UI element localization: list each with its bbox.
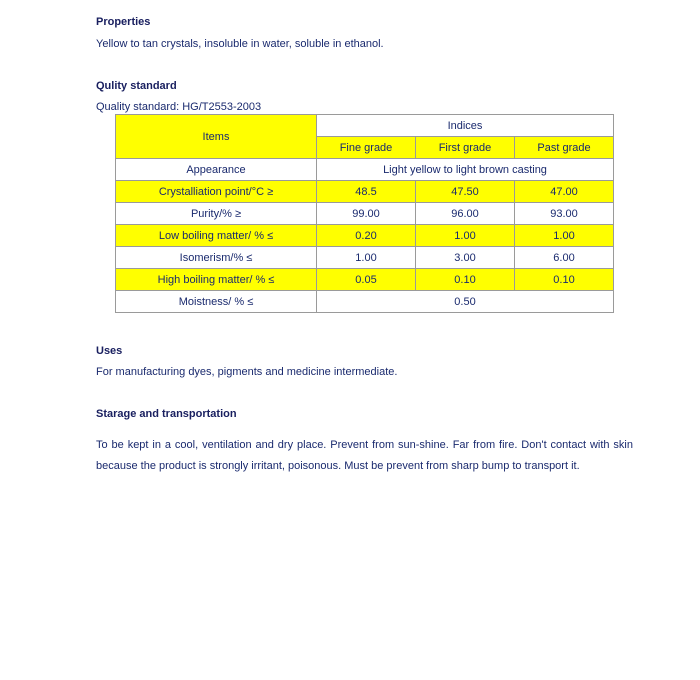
storage-heading: Starage and transportation [96,408,237,420]
indices-header-cell: Indices [317,115,614,137]
row-item-label: Moistness/ % ≤ [116,291,317,313]
row-value-first: 47.50 [416,181,515,203]
row-value-first: 1.00 [416,225,515,247]
row-value-past: 1.00 [515,225,614,247]
row-item-label: Purity/% ≥ [116,203,317,225]
table-row [116,159,614,181]
table-row [116,247,614,269]
row-value-fine: 1.00 [317,247,416,269]
row-value-fine: 48.5 [317,181,416,203]
grade-header-first: First grade [416,137,515,159]
row-value-fine: 0.20 [317,225,416,247]
uses-heading: Uses [96,345,123,357]
row-merged-value: Light yellow to light brown casting [317,159,614,181]
row-item-label: Low boiling matter/ % ≤ [116,225,317,247]
row-value-past: 6.00 [515,247,614,269]
table-row [116,203,614,225]
table-row [116,269,614,291]
row-value-fine: 0.05 [317,269,416,291]
row-value-past: 93.00 [515,203,614,225]
table-row [116,225,614,247]
items-header-cell: Items [116,115,317,159]
row-merged-value: 0.50 [317,291,614,313]
row-value-past: 0.10 [515,269,614,291]
row-item-label: Appearance [116,159,317,181]
properties-heading: Properties [96,16,151,28]
row-value-fine: 99.00 [317,203,416,225]
storage-text: To be kept in a cool, ventilation and dry place. Prevent from sun-shine. Far from fire. Don't contact with skin because the product is strongly irritant, poisonous. Must be prevent from sharp bump to transport it. [96,439,633,472]
row-value-first: 3.00 [416,247,515,269]
quality-standard-line: Quality standard: HG/T2553-2003 [96,101,262,113]
quality-heading: Qulity standard [96,80,177,92]
row-value-first: 96.00 [416,203,515,225]
uses-text: For manufacturing dyes, pigments and medicine intermediate. [96,366,398,378]
grade-header-fine: Fine grade [317,137,416,159]
table-row [116,291,614,313]
row-value-first: 0.10 [416,269,515,291]
row-value-past: 47.00 [515,181,614,203]
quality-standard-table [115,114,614,313]
row-item-label: Crystalliation point/°C ≥ [116,181,317,203]
table-row [116,181,614,203]
properties-text: Yellow to tan crystals, insoluble in water, soluble in ethanol. [96,38,384,50]
grade-header-past: Past grade [515,137,614,159]
row-item-label: High boiling matter/ % ≤ [116,269,317,291]
row-item-label: Isomerism/% ≤ [116,247,317,269]
